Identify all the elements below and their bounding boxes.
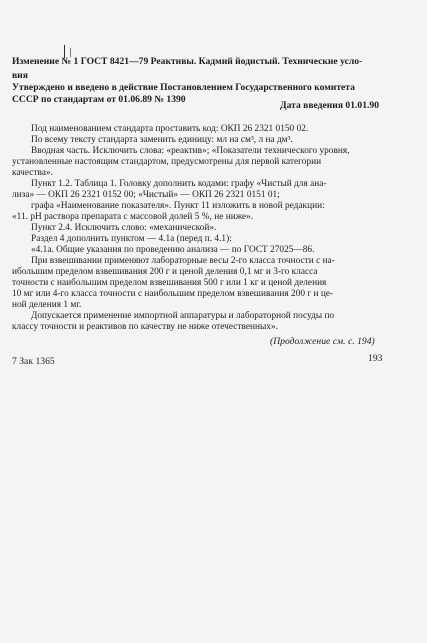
body-line: Пункт 1.2. Таблица 1. Головку дополнить кодами: графу «Чистый для ана- [31, 179, 327, 189]
body-line: Раздел 4 дополнить пунктом — 4.1а (перед п. 4.1): [31, 234, 232, 244]
approval-line-2: СССР по стандартам от 01.06.89 № 1390 [12, 94, 186, 105]
body-line: Пункт 2.4. Исключить слово: «механической». [31, 223, 217, 233]
page-number: 193 [368, 353, 383, 364]
body-line: ибольшим пределом взвешивания 200 г и ценой деления 0,1 мг и 3-го класса [12, 267, 318, 277]
approval-line-1: Утверждено и введено в действие Постановлением Государственного комитета [12, 82, 355, 93]
body-line: точности с наибольшим пределом взвешивания 500 г или 1 кг и ценой деления [12, 278, 327, 288]
body-line: «11. pH раствора препарата с массовой долей 5 %, не ниже». [12, 212, 254, 222]
body-line: графа «Наименование показателя». Пункт 11 изложить в новой редакции: [31, 201, 325, 211]
continuation-note: (Продолжение см. с. 194) [270, 336, 375, 347]
amendment-title-line-2: вия [12, 70, 28, 81]
body-line: По всему тексту стандарта заменить единицу: мл на см³, л на дм³. [31, 135, 293, 145]
body-line: качества». [12, 168, 53, 178]
effective-date: Дата введения 01.01.90 [280, 100, 380, 111]
body-line: «4.1а. Общие указания по проведению анализа — по ГОСТ 27025—86. [31, 245, 315, 255]
body-line: установленные настоящим стандартом, предусмотрены для первой категории [12, 157, 322, 167]
order-number: 7 Зак 1365 [12, 356, 55, 367]
body-line: Под наименованием стандарта проставить код: ОКП 26 2321 0150 02. [31, 124, 309, 134]
body-line: Вводная часть. Исключить слова: «реактив»; «Показатели технического уровня, [31, 146, 350, 156]
body-line: ной деления 1 мг. [12, 300, 82, 310]
amendment-title-line-1: Изменение № 1 ГОСТ 8421—79 Реактивы. Кадмий йодистый. Технические усло- [12, 56, 363, 67]
body-line: классу точности и реактивов по качеству не ниже отечественных». [12, 322, 278, 332]
body-line: 10 мг или 4-го класса точности с наибольшим пределом взвешивания 200 г и це- [12, 289, 334, 299]
body-line: При взвешивании применяют лабораторные весы 2-го класса точности с на- [31, 256, 335, 266]
body-line: Допускается применение импортной аппаратуры и лабораторной посуды по [31, 311, 335, 321]
body-line: лиза» — ОКП 26 2321 0152 00; «Чистый» — ОКП 26 2321 0151 01; [12, 190, 280, 200]
